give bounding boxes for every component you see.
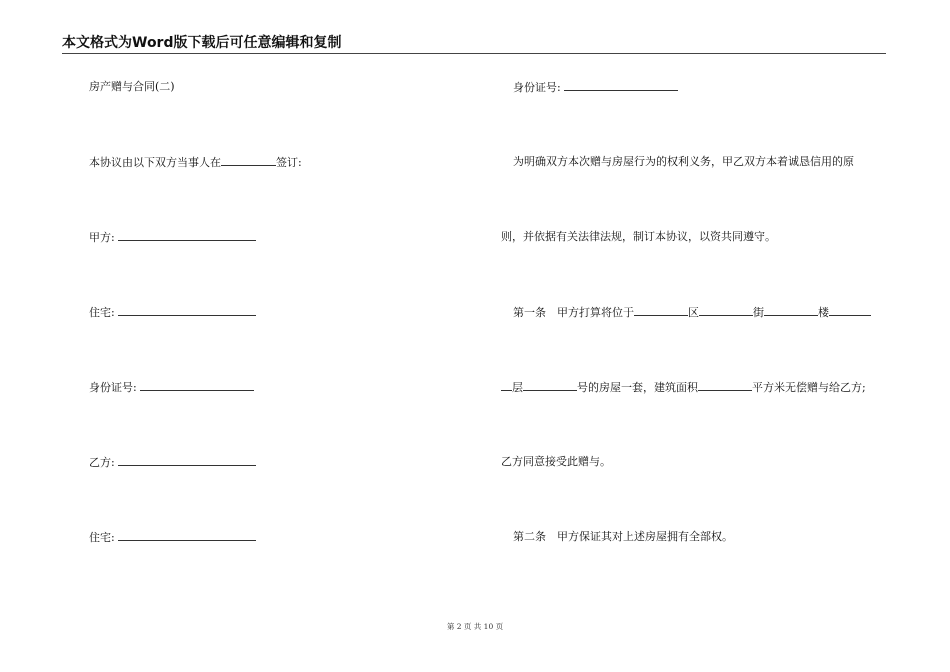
residence-b-blank: [118, 530, 256, 541]
residence-b-label: 住宅:: [89, 531, 115, 544]
party-b-label: 乙方:: [89, 456, 115, 469]
residence-a-label: 住宅:: [89, 306, 115, 319]
id-b-line: [513, 80, 678, 95]
street-label: 街: [753, 306, 764, 319]
party-a-label: 甲方:: [89, 231, 115, 244]
room-blank: [523, 380, 577, 391]
area-tail-text: 平方米无偿赠与给乙方;: [752, 381, 866, 394]
intro-line: [89, 155, 302, 170]
id-b-label: 身份证号:: [513, 81, 561, 94]
date-place-blank: [221, 155, 276, 166]
id-b-blank: [564, 80, 678, 91]
unit-blank: [829, 305, 871, 316]
party-b-blank: [118, 455, 256, 466]
intro-text-after: 签订:: [276, 156, 302, 169]
purpose-line-2: 则，并依据有关法律法规，制订本协议，以资共同遵守。: [501, 230, 776, 243]
floor-label: 层: [512, 381, 523, 394]
id-a-label: 身份证号:: [89, 381, 137, 394]
page-header: [62, 36, 886, 54]
article-1-prefix: 第一条 甲方打算将位于: [513, 306, 634, 319]
building-label: 楼: [818, 306, 829, 319]
building-blank: [764, 305, 818, 316]
district-blank: [634, 305, 688, 316]
district-label: 区: [688, 306, 699, 319]
party-a-line: [89, 230, 256, 245]
article-1-line-1: [513, 305, 871, 320]
id-a-line: [89, 380, 254, 395]
residence-a-line: [89, 305, 256, 320]
residence-b-line: [89, 530, 256, 545]
article-2: 第二条 甲方保证其对上述房屋拥有全部权。: [513, 530, 733, 543]
intro-text-before: 本协议由以下双方当事人在: [89, 156, 221, 169]
room-text: 号的房屋一套，建筑面积: [577, 381, 698, 394]
page-footer: 第 2 页 共 10 页: [446, 622, 504, 631]
article-1-accept: 乙方同意接受此赠与。: [501, 455, 611, 468]
residence-a-blank: [118, 305, 256, 316]
area-blank: [698, 380, 752, 391]
header-title: 本文格式为Word版下载后可任意编辑和复制: [62, 35, 342, 51]
party-b-line: [89, 455, 256, 470]
purpose-line-1: 为明确双方本次赠与房屋行为的权利义务，甲乙双方本着诚恳信用的原: [513, 155, 854, 168]
floor-blank: [501, 380, 512, 391]
street-blank: [699, 305, 753, 316]
article-1-line-2: [501, 380, 866, 395]
document-title: 房产赠与合同(二): [89, 80, 175, 93]
party-a-blank: [118, 230, 256, 241]
id-a-blank: [140, 380, 254, 391]
